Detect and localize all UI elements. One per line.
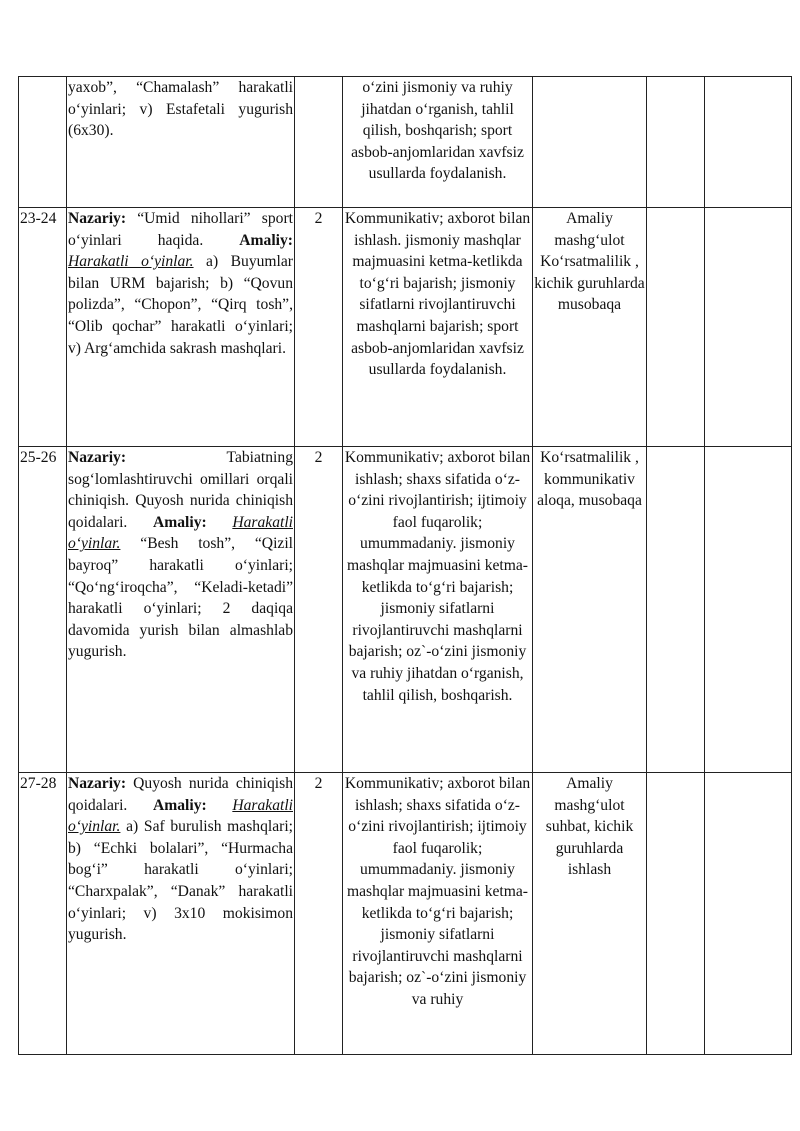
hours-cell: 2	[295, 208, 343, 447]
empty-cell	[647, 773, 705, 1055]
competencies-cell: Kommunikativ; axborot bilan ishlash. jismoniy mashqlar majmuasini ketma-ketlikda to‘g‘ri bajarish; jismoniy sifatlarni rivojlantiruvchi mashqlarni bajarish; sport asbob-anjomlaridan xavfsiz usullarda foydalanish.	[343, 208, 533, 447]
lesson-plan-table	[18, 76, 792, 1055]
empty-cell	[647, 208, 705, 447]
table-row	[19, 208, 792, 447]
practice-subtitle: Harakatli o‘yinlar.	[68, 513, 293, 553]
empty-cell	[705, 77, 792, 208]
empty-cell	[705, 447, 792, 773]
topic-text: yaxob”, “Chamalash” harakatli o‘yinlari; v) Estafetali yugurish (6x30).	[68, 79, 293, 140]
lesson-topic-cell	[67, 77, 295, 208]
theory-label: Nazariy:	[68, 449, 127, 466]
methods-cell	[533, 77, 647, 208]
table-row	[19, 447, 792, 773]
theory-text: Tabiatning sog‘lomlashtiruvchi omillari orqali chiniqish. Quyosh nurida chiniqish qoidalari.	[68, 449, 293, 531]
practice-subtitle: Harakatli o‘yinlar.	[68, 796, 293, 836]
practice-text: a) Buyumlar bilan URM bajarish; b) “Qovun polizda”, “Chopon”, “Qirq tosh”, “Olib qochar” harakatli o‘yinlari; v) Arg‘amchida sakrash mashqlari.	[68, 253, 294, 357]
hours-cell: 2	[295, 447, 343, 773]
competencies-cell: o‘zini jismoniy va ruhiy jihatdan o‘rganish, tahlil qilish, boshqarish; sport asbob-anjomlaridan xavfsiz usullarda foydalanish.	[343, 77, 533, 208]
empty-cell	[647, 77, 705, 208]
practice-label: Amaliy:	[152, 796, 207, 814]
lesson-number-cell: 23-24	[19, 208, 67, 447]
lesson-number-cell	[19, 77, 67, 208]
theory-label: Nazariy:	[68, 210, 127, 227]
table-row	[19, 77, 792, 208]
practice-subtitle: Harakatli o‘yinlar.	[68, 253, 194, 271]
methods-cell: Amaliy mashg‘ulot Ko‘rsatmalilik , kichik guruhlarda musobaqa	[533, 208, 647, 447]
empty-cell	[705, 773, 792, 1055]
methods-cell: Amaliy mashg‘ulot suhbat, kichik guruhlarda ishlash	[533, 773, 647, 1055]
hours-cell	[295, 77, 343, 208]
practice-text: “Besh tosh”, “Qizil bayroq” harakatli o‘yinlari; “Qo‘ng‘iroqcha”, “Keladi-ketadi” harakatli o‘yinlari; 2 daqiqa davomida yurish bilan almashlab yugurish.	[68, 535, 293, 661]
table-row	[19, 773, 792, 1055]
empty-cell	[705, 208, 792, 447]
lesson-number-cell: 27-28	[19, 773, 67, 1055]
competencies-cell: Kommunikativ; axborot bilan ishlash; shaxs sifatida o‘z-o‘zini rivojlantirish; ijtimoiy faol fuqarolik; umummadaniy. jismoniy mashqlar majmuasini ketma-ketlikda to‘g‘ri bajarish; jismoniy sifatlarni rivojlantiruvchi mashqlarni bajarish; oz`-o‘zini jismoniy va ruhiy	[343, 773, 533, 1055]
practice-text: a) Saf burulish mashqlari; b) “Echki bolalari”, “Hurmacha bog‘i” harakatli o‘yinlari; “Charxpalak”, “Danak” harakatli o‘yinlari; v) 3x10 mokisimon yugurish.	[68, 818, 293, 944]
lesson-topic-cell	[67, 447, 295, 773]
competencies-cell: Kommunikativ; axborot bilan ishlash; shaxs sifatida o‘z-o‘zini rivojlantirish; ijtimoiy faol fuqarolik; umummadaniy. jismoniy mashqlar majmuasini ketma-ketlikda to‘g‘ri bajarish; jismoniy sifatlarni rivojlantiruvchi mashqlarni bajarish; oz`-o‘zini jismoniy va ruhiy jihatdan o‘rganish, tahlil qilish, boshqarish.	[343, 447, 533, 773]
lesson-topic-cell	[67, 773, 295, 1055]
theory-text: “Umid nihollari” sport o‘yinlari haqida.	[68, 210, 293, 249]
theory-text: Quyosh nurida chiniqish qoidalari.	[68, 775, 293, 814]
theory-label: Nazariy:	[68, 775, 127, 792]
methods-cell: Ko‘rsatmalilik , kommunikativ aloqa, musobaqa	[533, 447, 647, 773]
practice-label: Amaliy:	[152, 513, 207, 531]
hours-cell: 2	[295, 773, 343, 1055]
empty-cell	[647, 447, 705, 773]
practice-label: Amaliy:	[239, 231, 293, 249]
lesson-topic-cell	[67, 208, 295, 447]
lesson-number-cell: 25-26	[19, 447, 67, 773]
